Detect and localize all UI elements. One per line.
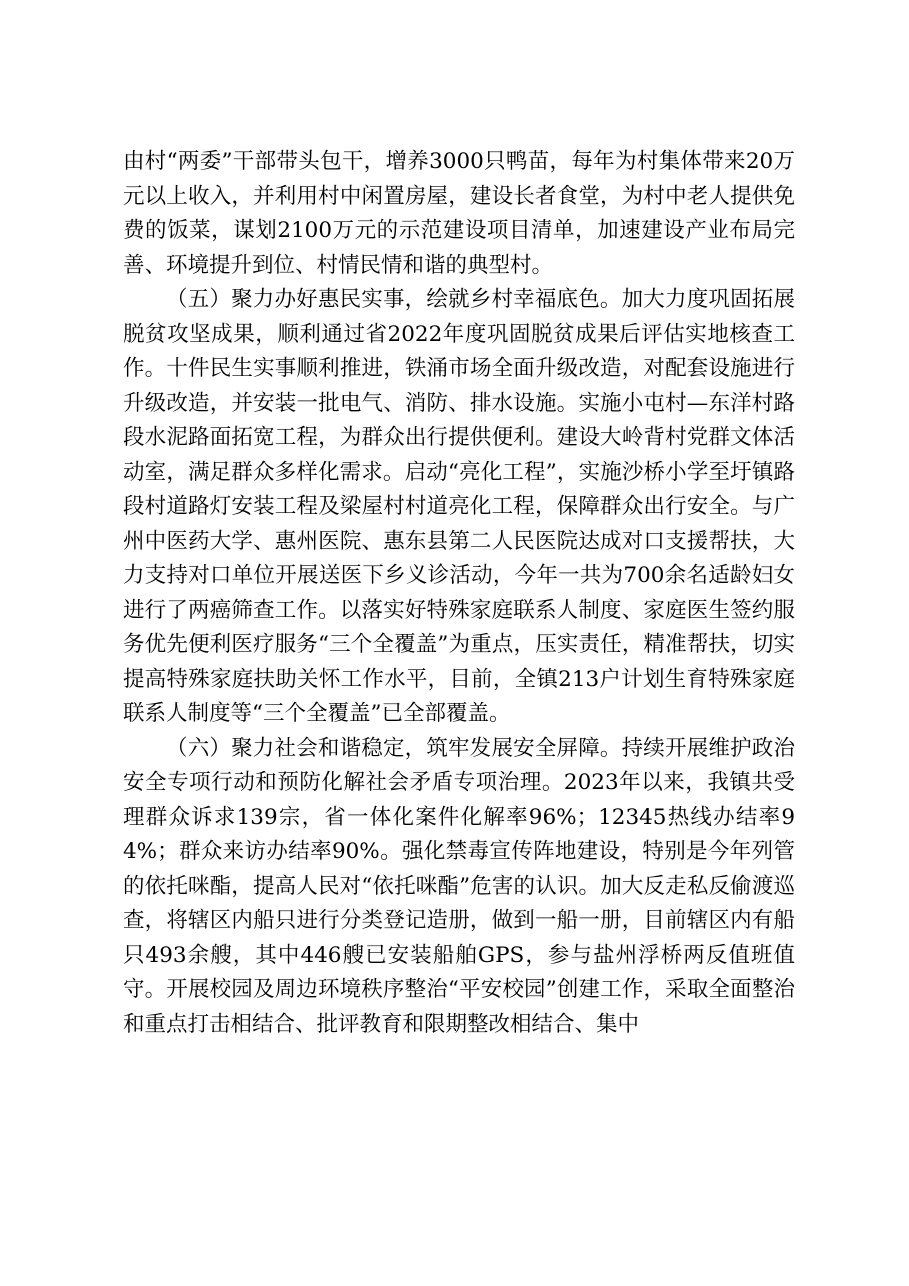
- paragraph-section-six: （六）聚力社会和谐稳定，筑牢发展安全屏障。持续开展维护政治安全专项行动和预防化解社会矛盾专项治理。2023年以来，我镇共受理群众诉求139宗，省一体化案件化解率96%；12345热线办结率94%；群众来访办结率90%。强化禁毒宣传阵地建设，特别是今年列管的依托咪酯，提高人民对“依托咪酯”危害的认识。加大反走私反偷渡巡查，将辖区内船只进行分类登记造册，做到一船一册，目前辖区内有船只493余艘，其中446艘已安装船舶GPS，参与盐州浮桥两反值班值守。开展校园及周边环境秩序整治“平安校园”创建工作，采取全面整治和重点打击相结合、批评教育和限期整改相结合、集中: [123, 735, 795, 1037]
- paragraph-section-five: （五）聚力办好惠民实事，绘就乡村幸福底色。加大力度巩固拓展脱贫攻坚成果，顺利通过省2022年度巩固脱贫成果后评估实地核查工作。十件民生实事顺利推进，铁涌市场全面升级改造，对配套设施进行升级改造，并安装一批电气、消防、排水设施。实施小屯村—东洋村路段水泥路面拓宽工程，为群众出行提供便利。建设大岭背村党群文体活动室，满足群众多样化需求。启动“亮化工程”，实施沙桥小学至圩镇路段村道路灯安装工程及梁屋村村道亮化工程，保障群众出行安全。与广州中医药大学、惠州医院、惠东县第二人民医院达成对口支援帮扶，大力支持对口单位开展送医下乡义诊活动，今年一共为700余名适龄妇女进行了两癌筛查工作。以落实好特殊家庭联系人制度、家庭医生签约服务优先便利医疗服务“三个全覆盖”为重点，压实责任，精准帮扶，切实提高特殊家庭扶助关怀工作水平，目前，全镇213户计划生育特殊家庭联系人制度等“三个全覆盖”已全部覆盖。: [123, 287, 795, 726]
- document-page: [123, 145, 795, 1042]
- paragraph-continuation: 由村“两委”干部带头包干，增养3000只鸭苗，每年为村集体带来20万元以上收入，并利用村中闲置房屋，建设长者食堂，为村中老人提供免费的饭菜，谋划2100万元的示范建设项目清单，加速建设产业布局完善、环境提升到位、村情民情和谐的典型村。: [123, 149, 795, 278]
